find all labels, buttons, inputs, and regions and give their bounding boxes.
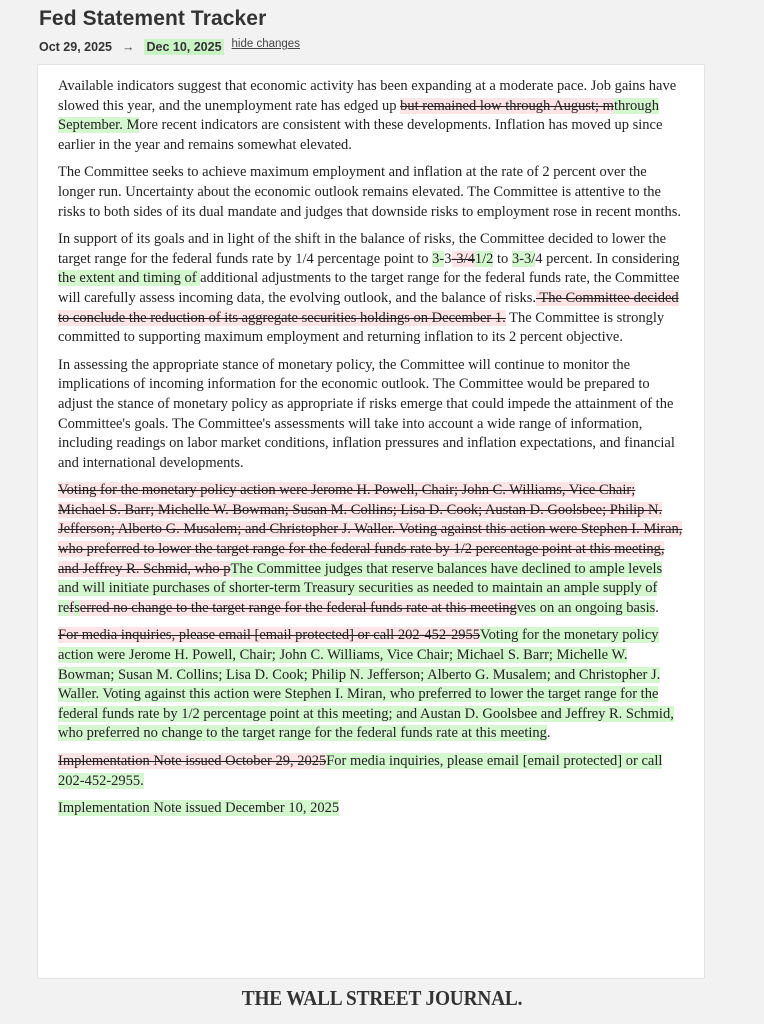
deleted-text: erred no change to the target range for the federal funds rate at this meeting — [79, 599, 517, 616]
unchanged-text: 4 percent. In considering — [535, 250, 680, 267]
inserted-text: Implementation Note issued December 10, 2025 — [58, 800, 340, 817]
date-new: Dec 10, 2025 — [146, 40, 222, 54]
unchanged-text: The Committee seeks to achieve maximum employment and inflation at the rate of 2 percent over the longer run. Uncertainty about the economic outlook remains elevated. The Committee is attentive to the risks to both sides of its dual mandate and judges that downside risks to employment rose in recent months. — [58, 164, 682, 220]
deleted-text: The Committee decided to conclude the reduction of its aggregate securities holdings on December 1. — [58, 289, 679, 326]
date-range — [39, 37, 739, 57]
unchanged-text: . — [546, 725, 551, 742]
page-title: Fed Statement Tracker — [39, 7, 267, 30]
deleted-text: Implementation Note issued October 29, 2025 — [58, 753, 327, 769]
date-old: Oct 29, 2025 — [39, 40, 112, 54]
arrow-right-icon: → — [121, 40, 135, 54]
unchanged-text: . — [655, 599, 659, 616]
statement-paragraph — [58, 626, 684, 744]
inserted-text: the extent and timing of — [58, 270, 201, 287]
inserted-text: 3-3/ — [511, 250, 536, 267]
unchanged-text: In assessing the appropriate stance of monetary policy, the Committee will continue to monitor the implications of incoming information for the economic outlook. The Committee would be prepared to adjust the stance of monetary policy as appropriate if risks emerge that could impede the attainment of the Committee's goals. The Committee's assessments will take into account a wide range of information, including readings on labor market conditions, inflation pressures and inflation expectations, and financial and international developments. — [58, 356, 675, 471]
inserted-text: Voting for the monetary policy action were Jerome H. Powell, Chair; John C. Williams, Vice Chair; Michael S. Barr; Michelle W. Bowman; Susan M. Collins; Lisa D. Cook; Philip N. Jefferson; Alberto G. Musalem; and Christopher J. Waller. Voting against this action were Stephen I. Miran, who preferred to lower the target range for the federal funds rate by 1/2 percentage point at this meeting; and Austan D. Goolsbee and Jeffrey R. Schmid, who preferred no change to the target range for the federal funds rate at this meeting — [58, 627, 674, 742]
unchanged-text: to — [493, 250, 512, 267]
hide-changes-link[interactable]: hide changes — [231, 38, 300, 50]
deleted-text: For media inquiries, please email [email protected] or call 202-452-2955 — [58, 627, 480, 644]
wsj-logo: THE WALL STREET JOURNAL. — [241, 986, 523, 1010]
inserted-text: ves on an ongoing basis — [516, 599, 656, 616]
statement-paragraph — [58, 77, 684, 155]
statement-paragraph — [58, 230, 684, 348]
statement-paragraph — [58, 356, 684, 474]
header — [39, 6, 739, 57]
statement-paragraph — [58, 163, 684, 222]
unchanged-text: ore recent indicators are consistent with these developments. Inflation has moved up since earlier in the year and remains somewhat elevated. — [58, 117, 663, 153]
unchanged-text: Available indicators suggest that economic activity has been expanding at a moderate pace. Job gains have slowed this year, and the unemployment rate has edged up — [58, 78, 677, 114]
deleted-text: f — [69, 599, 75, 616]
unchanged-text: 3 — [444, 250, 452, 267]
inserted-text: The Committee judges that reserve balances have declined to ample levels and will initiate purchases of shorter-term Treasury securities as needed to maintain an ample supply of re — [58, 560, 663, 616]
deleted-text: but remained low through August; m — [400, 97, 614, 114]
inserted-text: through September. M — [58, 97, 660, 134]
unchanged-text: The Committee is strongly committed to supporting maximum employment and returning inflation to its 2 percent objective. — [58, 309, 665, 346]
inserted-text: For media inquiries, please email [email protected] or call 202-452-2955. — [58, 753, 663, 789]
statement-paragraph — [58, 799, 684, 819]
deleted-text: Voting for the monetary policy action were Jerome H. Powell, Chair; John C. Williams, Vice Chair; Michael S. Barr; Michelle W. Bowman; Susan M. Collins; Lisa D. Cook; Austan D. Goolsbee; Philip N. Jefferson; Alberto G. Musalem; and Christopher J. Waller. Voting against this action were Stephen I. Miran, who preferred to lower the target range for the federal funds rate by 1/2 percentage point at this meeting, and Jeffrey R. Schmid, who p — [58, 482, 683, 577]
inserted-text: 3- — [432, 250, 445, 267]
deleted-text: -3/4 — [451, 250, 475, 267]
unchanged-text: additional adjustments to the target range for the federal funds rate, the Committee will carefully assess incoming data, the evolving outlook, and the balance of risks. — [58, 270, 680, 306]
inserted-text: 1/2 — [474, 250, 494, 267]
inserted-text: s — [74, 599, 80, 616]
unchanged-text: In support of its goals and in light of the shift in the balance of risks, the Committee decided to lower the target range for the federal funds rate by 1/4 percentage point to — [58, 231, 667, 267]
statement-paragraph — [58, 481, 684, 618]
statement-card — [37, 64, 705, 979]
statement-paragraph — [58, 752, 684, 791]
